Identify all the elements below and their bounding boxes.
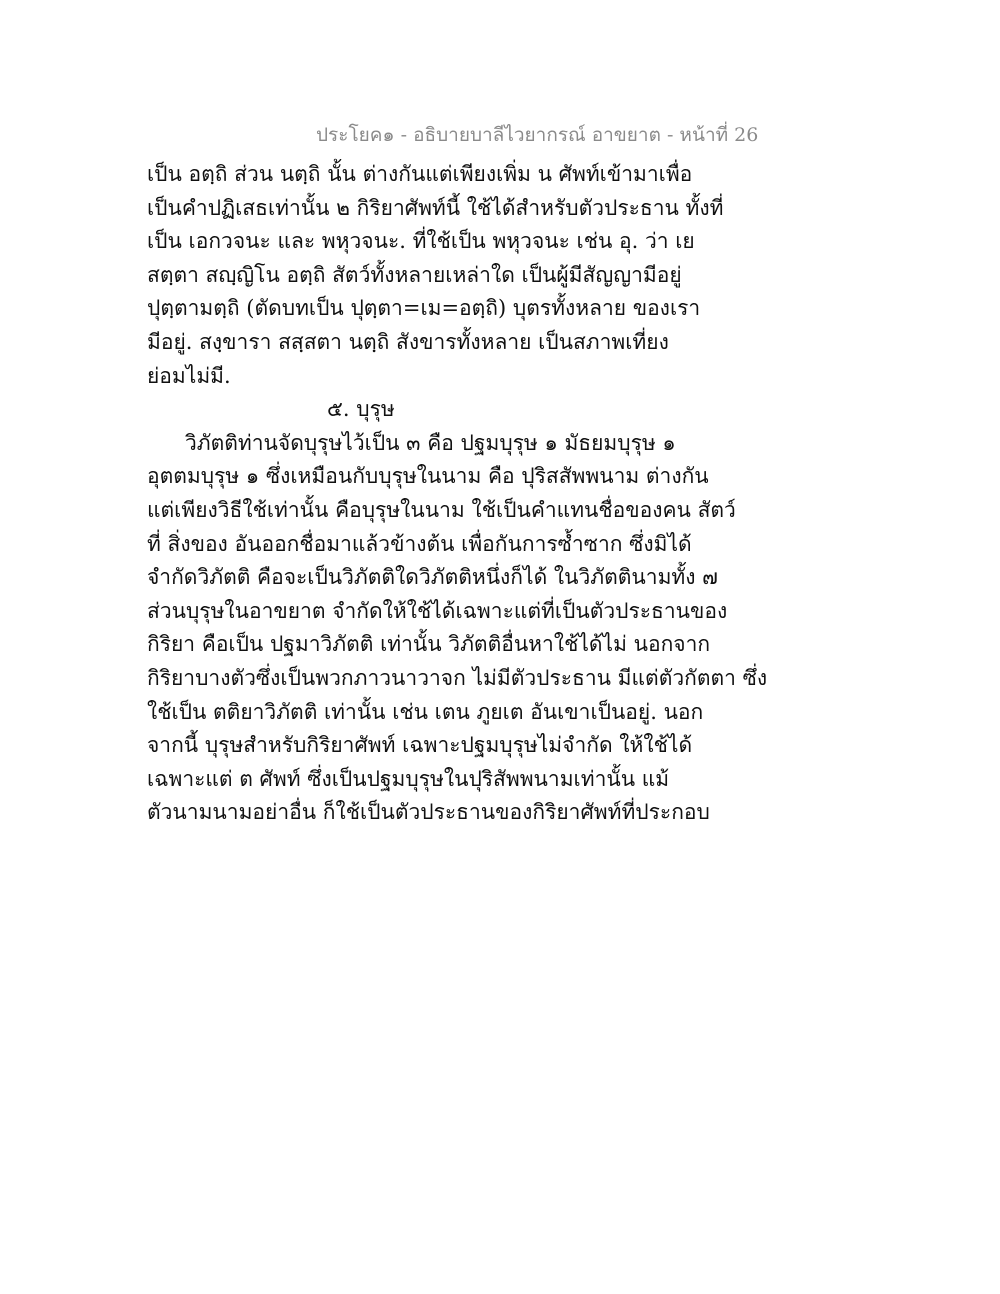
text-line: อุตตมบุรุษ ๑ ซึ่งเหมือนกับบุรุษในนาม คือ ปุริสสัพพนาม ต่างกัน <box>147 464 709 489</box>
text-line: ส่วนบุรุษในอาขยาต จำกัดให้ใช้ได้เฉพาะแต่ที่เป็นตัวประธานของ <box>147 598 728 623</box>
text-line: ใช้เป็น ตติยาวิภัตติ เท่านั้น เช่น เตน ภูยเต อันเขาเป็นอยู่. นอก <box>147 699 704 724</box>
body-text <box>147 158 768 830</box>
text-line: กิริยาบางตัวซึ่งเป็นพวกภาวนาวาจก ไม่มีตัวประธาน มีแต่ตัวกัตตา ซึ่ง <box>147 665 768 690</box>
text-line: เฉพาะแต่ ต ศัพท์ ซึ่งเป็นปฐมบุรุษในปุริสัพพนามเท่านั้น แม้ <box>147 766 670 791</box>
running-header: ประโยค๑ - อธิบายบาลีไวยากรณ์ อาขยาต - หน้าที่ 26 <box>316 124 759 146</box>
text-line: แต่เพียงวิธีใช้เท่านั้น คือบุรุษในนาม ใช้เป็นคำแทนชื่อของคน สัตว์ <box>147 497 736 522</box>
text-line: เป็นคำปฏิเสธเท่านั้น ๒ กิริยาศัพท์นี้ ใช้ได้สำหรับตัวประธาน ทั้งที่ <box>147 195 724 220</box>
text-line: ตัวนามนามอย่าอื่น ก็ใช้เป็นตัวประธานของกิริยาศัพท์ที่ประกอบ <box>147 800 710 825</box>
text-line: เป็น อตฺถิ ส่วน นตฺถิ นั้น ต่างกันแต่เพียงเพิ่ม น ศัพท์เข้ามาเพื่อ <box>147 162 693 186</box>
text-line: จำกัดวิภัตติ คือจะเป็นวิภัตติใดวิภัตติหนึ่งก็ได้ ในวิภัตตินามทั้ง ๗ <box>147 565 718 590</box>
text-line: กิริยา คือเป็น ปฐมาวิภัตติ เท่านั้น วิภัตติอื่นหาใช้ได้ไม่ นอกจาก <box>147 632 711 657</box>
text-line: ที่ สิ่งของ อันออกชื่อมาแล้วข้างต้น เพื่อกันการซ้ำซาก ซึ่งมิได้ <box>147 531 692 556</box>
text-line: จากนี้ บุรุษสำหรับกิริยาศัพท์ เฉพาะปฐมบุรุษไม่จำกัด ให้ใช้ได้ <box>147 733 693 758</box>
text-line: ปุตฺตามตฺถิ (ตัดบทเป็น ปุตฺตา=เม=อตฺถิ) บุตรทั้งหลาย ของเรา <box>147 296 701 321</box>
text-line: ย่อมไม่มี. <box>147 363 231 388</box>
text-line: สตฺตา สญฺญิโน อตฺถิ สัตว์ทั้งหลายเหล่าใด เป็นผู้มีสัญญามีอยู่ <box>147 262 682 287</box>
text-line: วิภัตติท่านจัดบุรุษไว้เป็น ๓ คือ ปฐมบุรุษ ๑ มัธยมบุรุษ ๑ <box>185 430 676 455</box>
text-line: มีอยู่. สงฺขารา สสฺสตา นตฺถิ สังขารทั้งหลาย เป็นสภาพเที่ยง <box>147 329 669 354</box>
text-line: เป็น เอกวจนะ และ พหุวจนะ. ที่ใช้เป็น พหุวจนะ เช่น อุ. ว่า เย <box>147 229 695 254</box>
section-heading: ๕. บุรุษ <box>327 397 395 422</box>
